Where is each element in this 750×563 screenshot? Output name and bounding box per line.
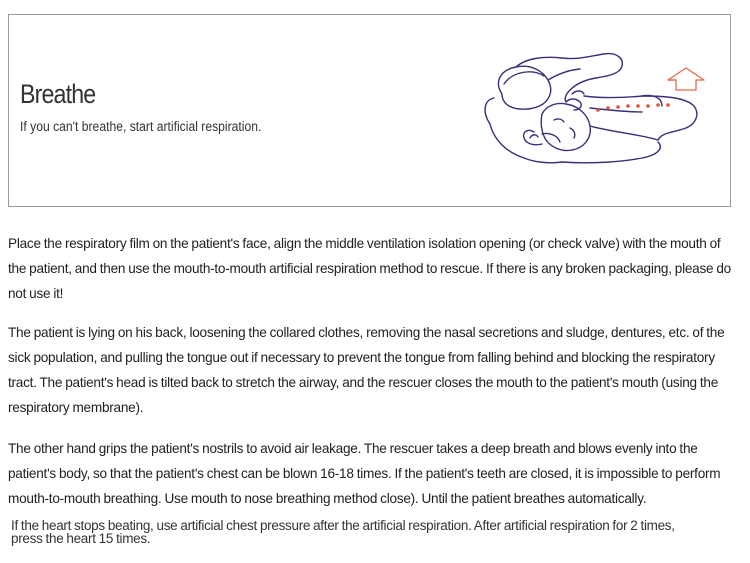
instruction-paragraph: The patient is lying on his back, loosening the collared clothes, removing the nasal secretions and sludge, dentures, etc. of the sick population, and pulling the tongue out if necessary to prevent the tongue from falling behind and blocking the respiratory tract. The patient's head is tilted back to stretch the airway, and the rescuer closes the mouth to the patient's mouth (using the respiratory membrane). (8, 325, 725, 415)
instruction-paragraph: Place the respiratory film on the patient's face, align the middle ventilation isolation opening (or check valve) with the mouth of the patient, and then use the mouth-to-mouth artificial respiration method to rescue. If there is any broken packaging, please do not use it! (8, 236, 731, 301)
instruction-paragraph: The other hand grips the patient's nostrils to avoid air leakage. The rescuer takes a deep breath and blows evenly into the patient's body, so that the patient's chest can be blown 16-18 times. If the patient's teeth are closed, it is impossible to perform mouth-to-mouth breathing. Use mouth to nose breathing method close). Until the patient breathes automatically. (8, 441, 721, 506)
card-title: Breathe (20, 79, 96, 109)
card-subtitle: If you can't breathe, start artificial respiration. (20, 119, 262, 134)
mouth-to-mouth-resuscitation-icon (472, 36, 712, 172)
footer-note: If the heart stops beating, use artificial chest pressure after the artificial respiration. After artificial respiration for 2 times, press the heart 15 times. (11, 518, 675, 547)
